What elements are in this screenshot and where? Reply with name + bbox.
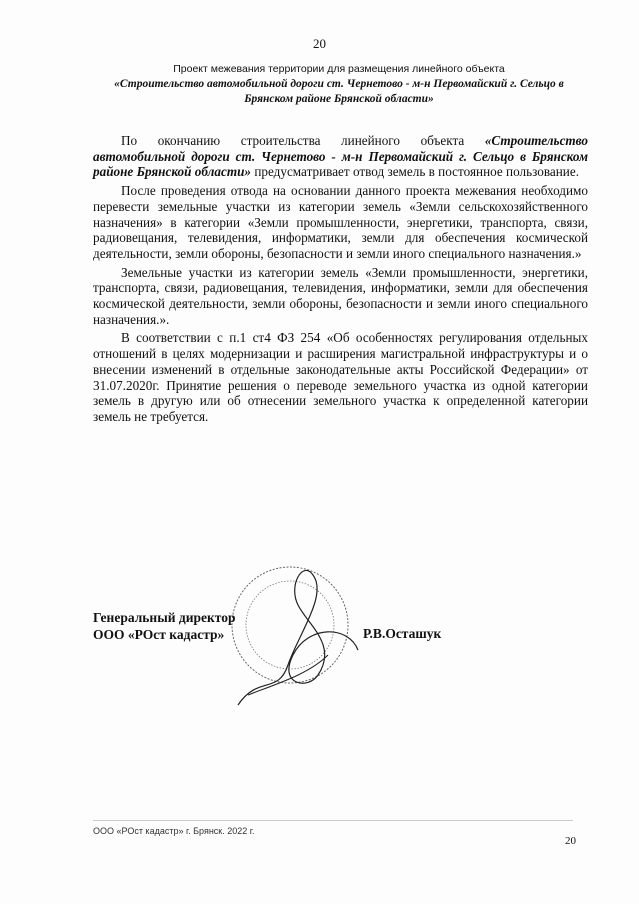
signature-stroke	[238, 570, 358, 705]
signatory-organization: ООО «РОст кадастр»	[93, 627, 225, 642]
signatory-title: Генеральный директор	[93, 610, 236, 625]
header-project-line: Проект межевания территории для размещения линейного объекта	[173, 63, 505, 75]
paragraph-2: После проведения отвода на основании данного проекта межевания необходимо перевести земельные участки из категории земель «Земли сельскохозяйственного назначения» в категории «Земли промышленности, энергетики, транспорта, связи, радиовещания, телевидения, информатики, земли для обеспечения космической деятельности, земли обороны, безопасности и земли иного специального назначения.»	[93, 183, 588, 261]
signature-tail	[248, 655, 328, 695]
footer-organization: ООО «РОст кадастр» г. Брянск. 2022 г.	[93, 826, 255, 836]
signatory-name: Р.В.Осташук	[363, 626, 442, 641]
paragraph-3: Земельные участки из категории земель «Земли промышленности, энергетики, транспорта, связи, радиовещания, телевидения, информатики, земли для обеспечения космической деятельности, земли обороны, безопасности и земли иного специального назначения.».	[93, 264, 588, 327]
signatory-block	[93, 609, 235, 643]
stamp-inner-ring	[246, 581, 334, 669]
paragraph-1-object-name: «Строительство автомобильной дороги ст. Чернетово - м-н Первомайский г. Сельцо в Брянском районе Брянской области»	[93, 133, 588, 180]
paragraph-1-start: По окончанию строительства линейного объекта	[121, 133, 485, 148]
document-header	[90, 62, 588, 107]
footer-divider	[93, 820, 573, 821]
header-region-line: Брянском районе Брянской области»	[244, 93, 434, 105]
page-number-bottom: 20	[565, 835, 576, 847]
paragraph-1-end: предусматривает отвод земель в постоянное пользование.	[251, 164, 579, 180]
document-body	[93, 133, 588, 428]
stamp-outer-ring	[232, 567, 348, 683]
paragraph-4: В соответствии с п.1 ст4 ФЗ 254 «Об особенностях регулирования отдельных отношений в целях модернизации и расширения магистральной инфраструктуры и о внесении изменений в отдельные законодательные акты Российской Федерации» от 31.07.2020г. Принятие решения о переводе земельного участка из одной категории земель в другую или об отнесении земельного участка к определенной категории земель не требуется.	[93, 330, 588, 424]
header-object-line: «Строительство автомобильной дороги ст. Чернетово - м-н Первомайский г. Сельцо в	[114, 78, 564, 90]
stamp-and-signature	[218, 555, 368, 715]
paragraph-1	[93, 133, 588, 180]
page-number-top: 20	[313, 36, 326, 51]
